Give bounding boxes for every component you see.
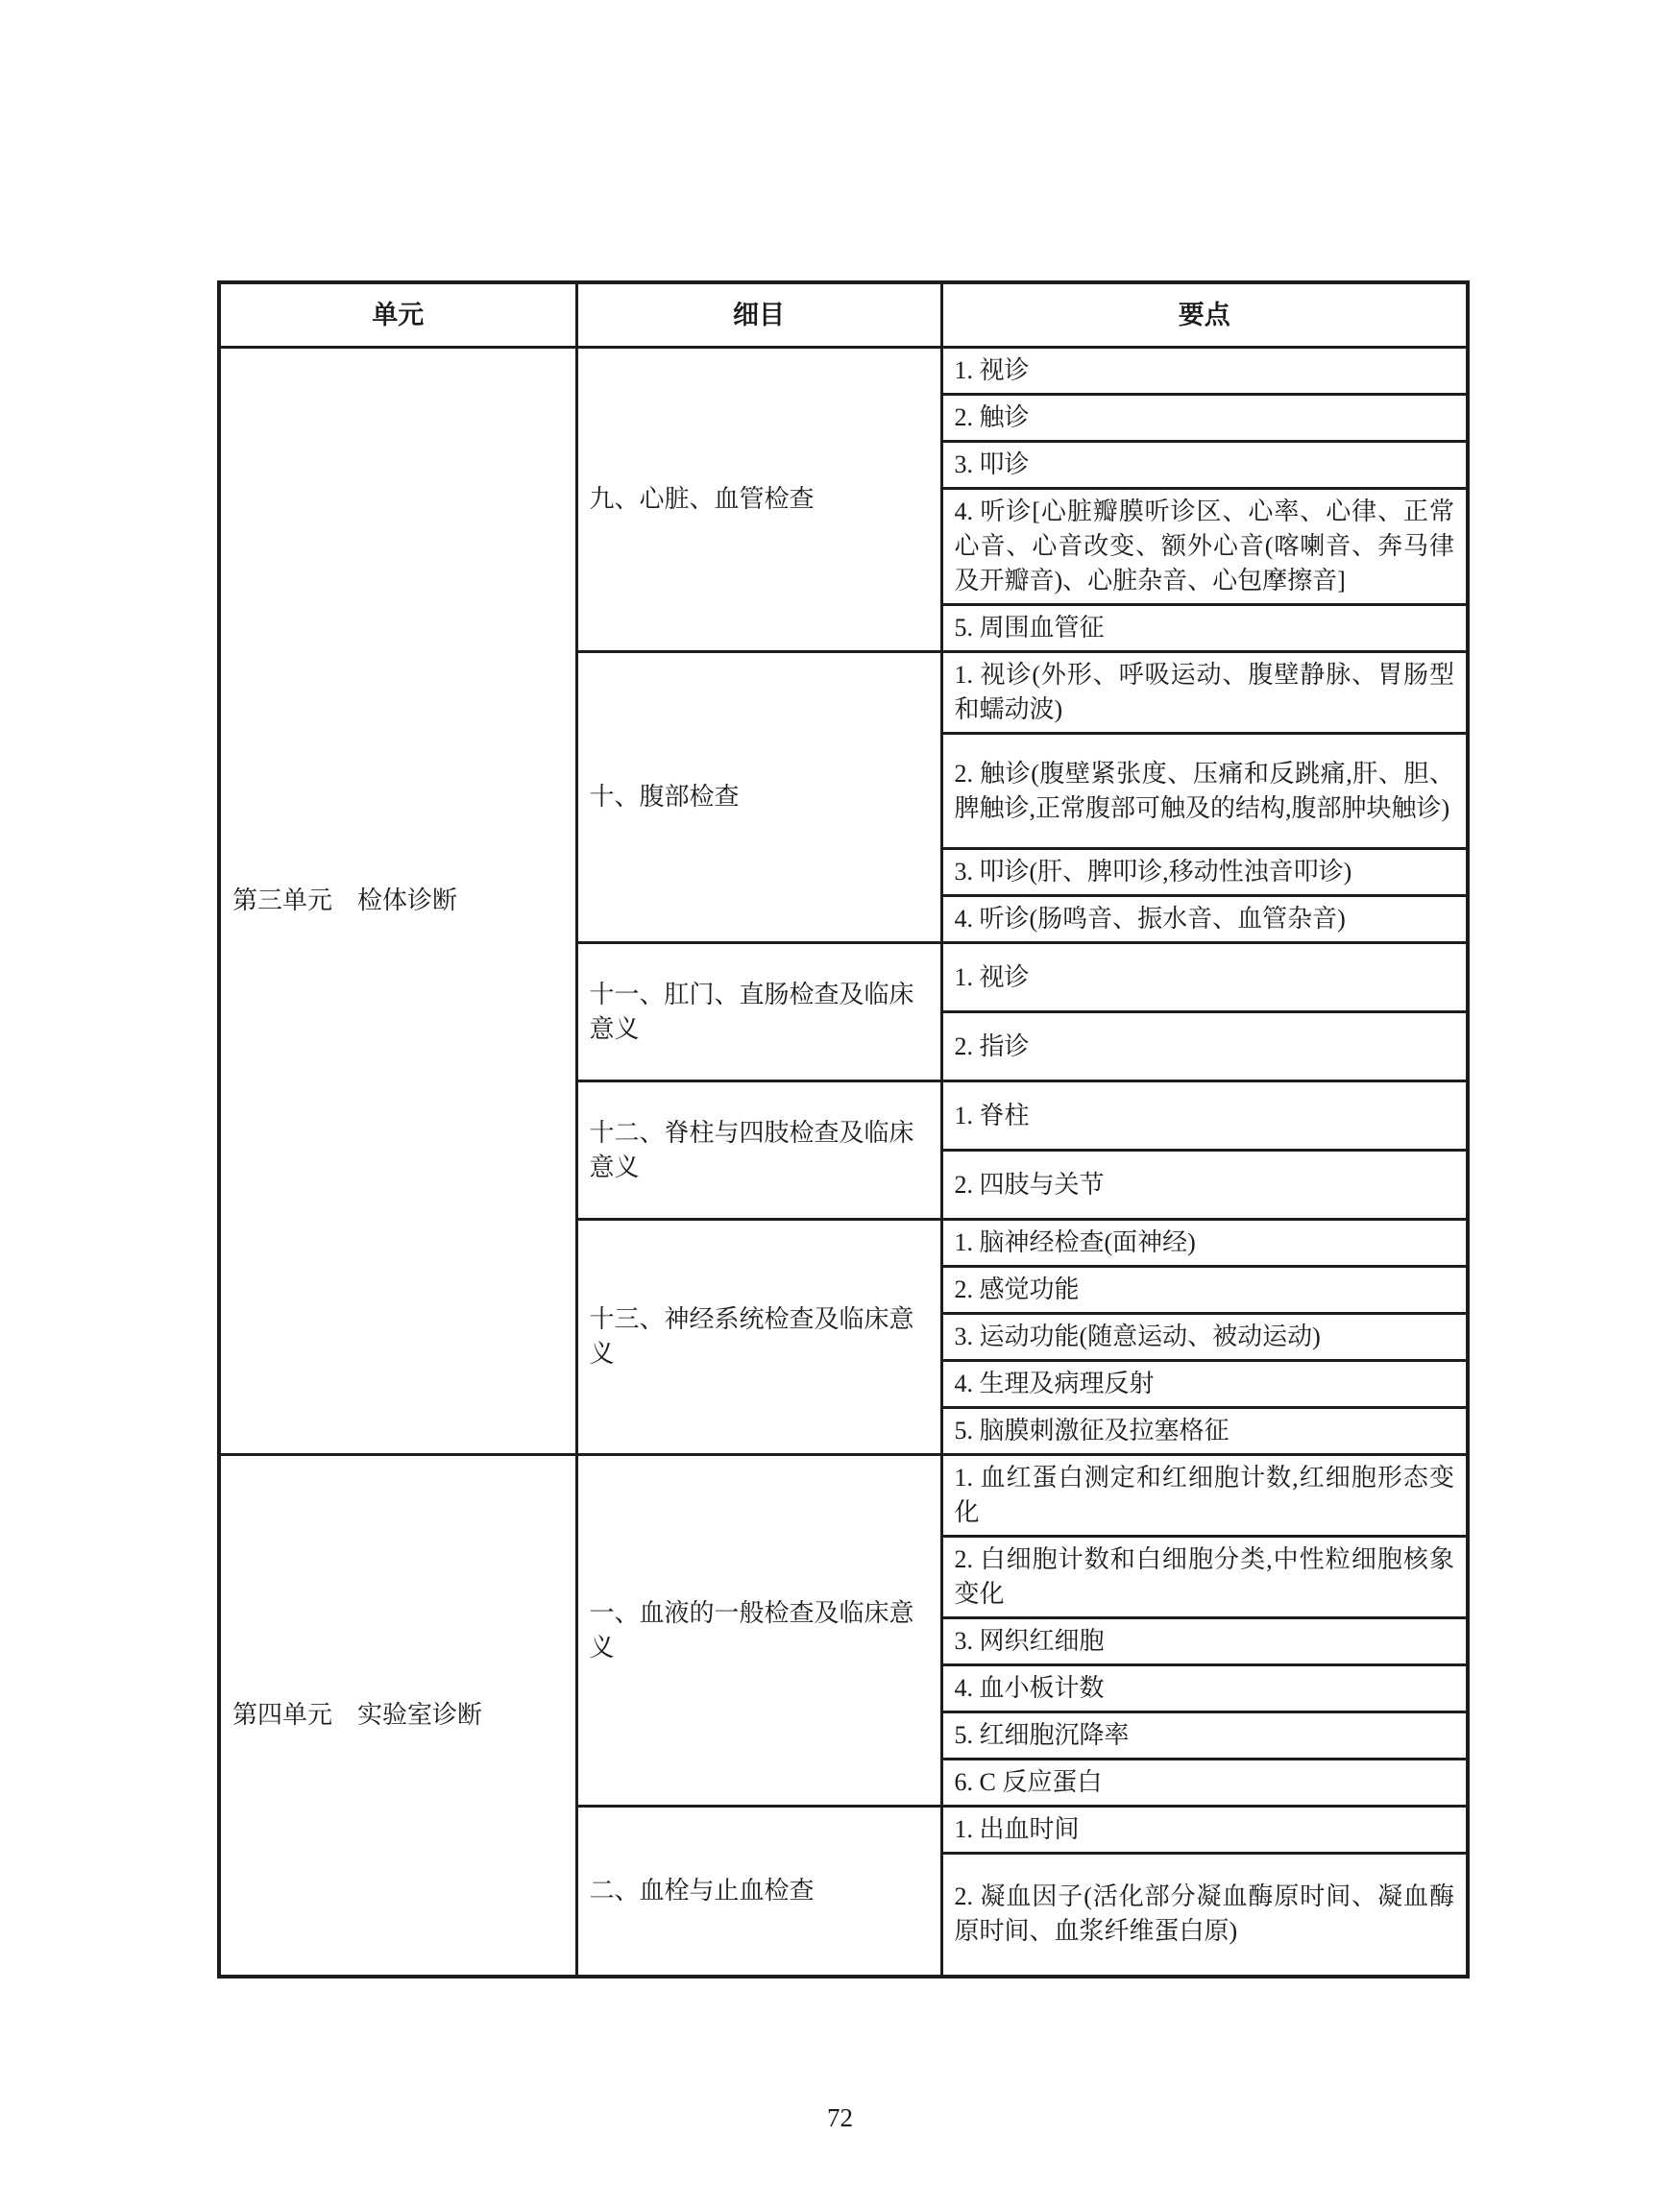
table-header-row <box>219 282 1468 348</box>
point-cell: 3. 运动功能(随意运动、被动运动) <box>941 1314 1468 1361</box>
point-cell: 4. 听诊(肠鸣音、振水音、血管杂音) <box>941 896 1468 943</box>
item-cell: 九、心脏、血管检查 <box>576 348 941 652</box>
point-cell: 2. 四肢与关节 <box>941 1151 1468 1220</box>
point-cell: 3. 叩诊(肝、脾叩诊,移动性浊音叩诊) <box>941 849 1468 896</box>
item-cell: 一、血液的一般检查及临床意义 <box>576 1455 941 1807</box>
point-cell: 4. 血小板计数 <box>941 1665 1468 1712</box>
point-cell: 2. 感觉功能 <box>941 1267 1468 1314</box>
point-cell: 2. 凝血因子(活化部分凝血酶原时间、凝血酶原时间、血浆纤维蛋白原) <box>941 1854 1468 1977</box>
unit-cell: 第三单元 检体诊断 <box>219 348 576 1455</box>
point-cell: 1. 脊柱 <box>941 1081 1468 1151</box>
item-cell: 十二、脊柱与四肢检查及临床意义 <box>576 1081 941 1220</box>
point-cell: 5. 红细胞沉降率 <box>941 1712 1468 1760</box>
syllabus-table <box>217 280 1470 1978</box>
point-cell: 1. 脑神经检查(面神经) <box>941 1220 1468 1267</box>
point-cell: 3. 叩诊 <box>941 442 1468 489</box>
point-cell: 1. 血红蛋白测定和红细胞计数,红细胞形态变化 <box>941 1455 1468 1537</box>
column-header-item: 细目 <box>576 282 941 348</box>
point-cell: 3. 网织红细胞 <box>941 1618 1468 1665</box>
item-cell: 十、腹部检查 <box>576 652 941 943</box>
item-cell: 十一、肛门、直肠检查及临床意义 <box>576 943 941 1081</box>
table-row <box>219 1455 1468 1537</box>
point-cell: 5. 脑膜刺激征及拉塞格征 <box>941 1408 1468 1455</box>
table-row <box>219 348 1468 395</box>
point-cell: 2. 白细胞计数和白细胞分类,中性粒细胞核象变化 <box>941 1537 1468 1618</box>
point-cell: 1. 视诊 <box>941 943 1468 1012</box>
point-cell: 2. 指诊 <box>941 1012 1468 1081</box>
point-cell: 4. 听诊[心脏瓣膜听诊区、心率、心律、正常心音、心音改变、额外心音(喀喇音、奔马律及开瓣音)、心脏杂音、心包摩擦音] <box>941 489 1468 605</box>
point-cell: 1. 视诊(外形、呼吸运动、腹壁静脉、胃肠型和蠕动波) <box>941 652 1468 734</box>
point-cell: 6. C 反应蛋白 <box>941 1760 1468 1807</box>
page-number: 72 <box>827 2103 853 2132</box>
point-cell: 4. 生理及病理反射 <box>941 1361 1468 1408</box>
point-cell: 1. 视诊 <box>941 348 1468 395</box>
point-cell: 2. 触诊 <box>941 395 1468 442</box>
point-cell: 1. 出血时间 <box>941 1807 1468 1854</box>
column-header-unit: 单元 <box>219 282 576 348</box>
unit-cell: 第四单元 实验室诊断 <box>219 1455 576 1977</box>
item-cell: 二、血栓与止血检查 <box>576 1807 941 1977</box>
column-header-point: 要点 <box>941 282 1468 348</box>
point-cell: 2. 触诊(腹壁紧张度、压痛和反跳痛,肝、胆、脾触诊,正常腹部可触及的结构,腹部肿块触诊) <box>941 734 1468 849</box>
item-cell: 十三、神经系统检查及临床意义 <box>576 1220 941 1455</box>
point-cell: 5. 周围血管征 <box>941 605 1468 652</box>
